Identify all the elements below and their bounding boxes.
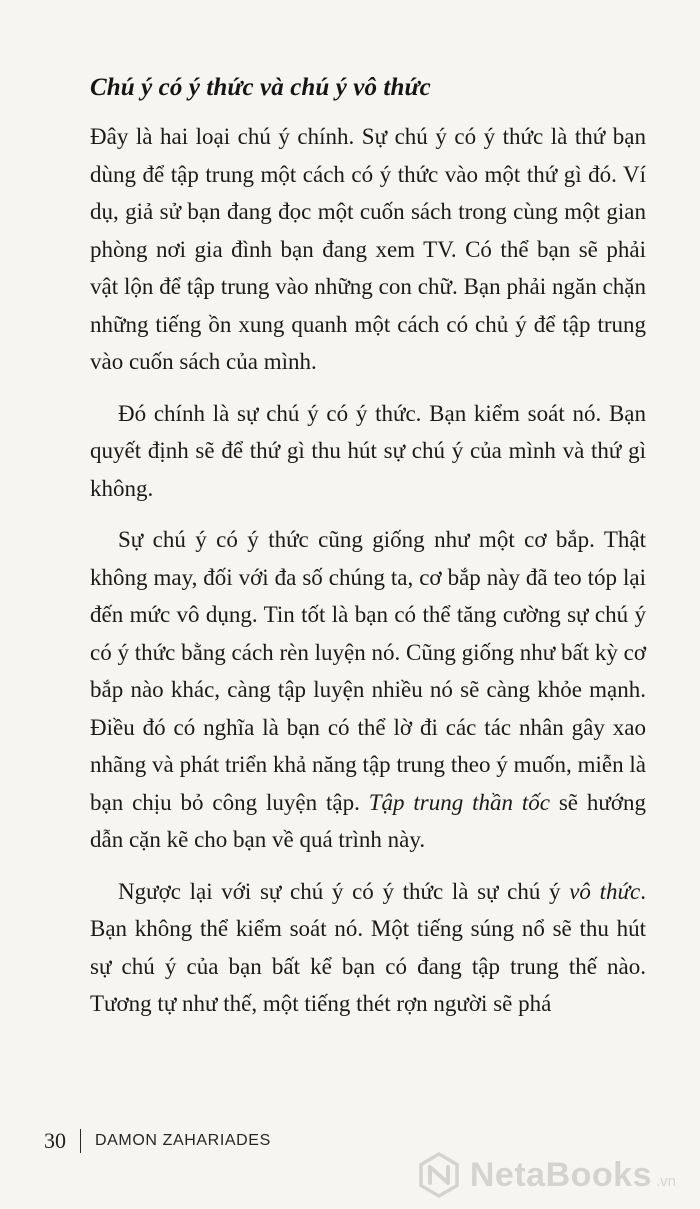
page-footer	[44, 1126, 271, 1156]
page-content	[90, 66, 646, 1037]
paragraph-text: Đó chính là sự chú ý có ý thức. Bạn kiểm soát nó. Bạn quyết định sẽ để thứ gì thu hút sự chú ý của mình và thứ gì không.	[90, 400, 646, 501]
page-number: 30	[44, 1128, 66, 1153]
paragraph-text: sẽ hướng dẫn cặn kẽ cho bạn về quá trình này.	[90, 789, 647, 852]
paragraph-2	[90, 395, 646, 508]
paragraph-text: . Bạn không thể kiểm soát nó. Một tiếng súng nổ sẽ thu hút sự chú ý của bạn bất kể bạn có đang tập trung thế nào. Tương tự như thế, một tiếng thét rợn người sẽ phá	[90, 878, 646, 1016]
footer-divider	[80, 1129, 81, 1153]
book-title-italic: Tập trung thần tốc	[368, 789, 550, 815]
paragraph-4	[90, 873, 646, 1023]
italic-term: vô thức	[569, 878, 641, 904]
paragraph-text: Sự chú ý có ý thức cũng giống như một cơ bắp. Thật không may, đối với đa số chúng ta, cơ bắp này đã teo tóp lại đến mức vô dụng. Tin tốt là bạn có thể tăng cường sự chú ý có ý thức bằng cách rèn luyện nó. Cũng giống như bất kỳ cơ bắp nào khác, càng tập luyện nhiều nó sẽ càng khỏe mạnh. Điều đó có nghĩa là bạn có thể lờ đi các tác nhân gây xao nhãng và phát triển khả năng tập trung theo ý muốn, miễn là bạn chịu bỏ công luyện tập.	[90, 527, 646, 815]
paragraph-text: Đây là hai loại chú ý chính. Sự chú ý có ý thức là thứ bạn dùng để tập trung một cách có ý thức vào một thứ gì đó. Ví dụ, giả sử bạn đang đọc một cuốn sách trong cùng một gian phòng nơi gia đình bạn đang xem TV. Có thể bạn sẽ phải vật lộn để tập trung vào những con chữ. Bạn phải ngăn chặn những tiếng ồn xung quanh một cách có chủ ý để tập trung vào cuốn sách của mình.	[90, 124, 646, 374]
paragraph-1	[90, 118, 646, 381]
watermark-brand: NetaBooks	[469, 1156, 652, 1194]
netabooks-watermark	[416, 1152, 676, 1198]
netabooks-hexagon-logo-icon	[416, 1152, 462, 1198]
author-name: DAMON ZAHARIADES	[95, 1132, 271, 1149]
paragraph-text: Ngược lại với sự chú ý có ý thức là sự chú ý	[118, 878, 570, 904]
paragraph-3	[90, 521, 646, 859]
watermark-domain: .vn	[655, 1172, 676, 1190]
section-heading: Chú ý có ý thức và chú ý vô thức	[90, 74, 431, 101]
